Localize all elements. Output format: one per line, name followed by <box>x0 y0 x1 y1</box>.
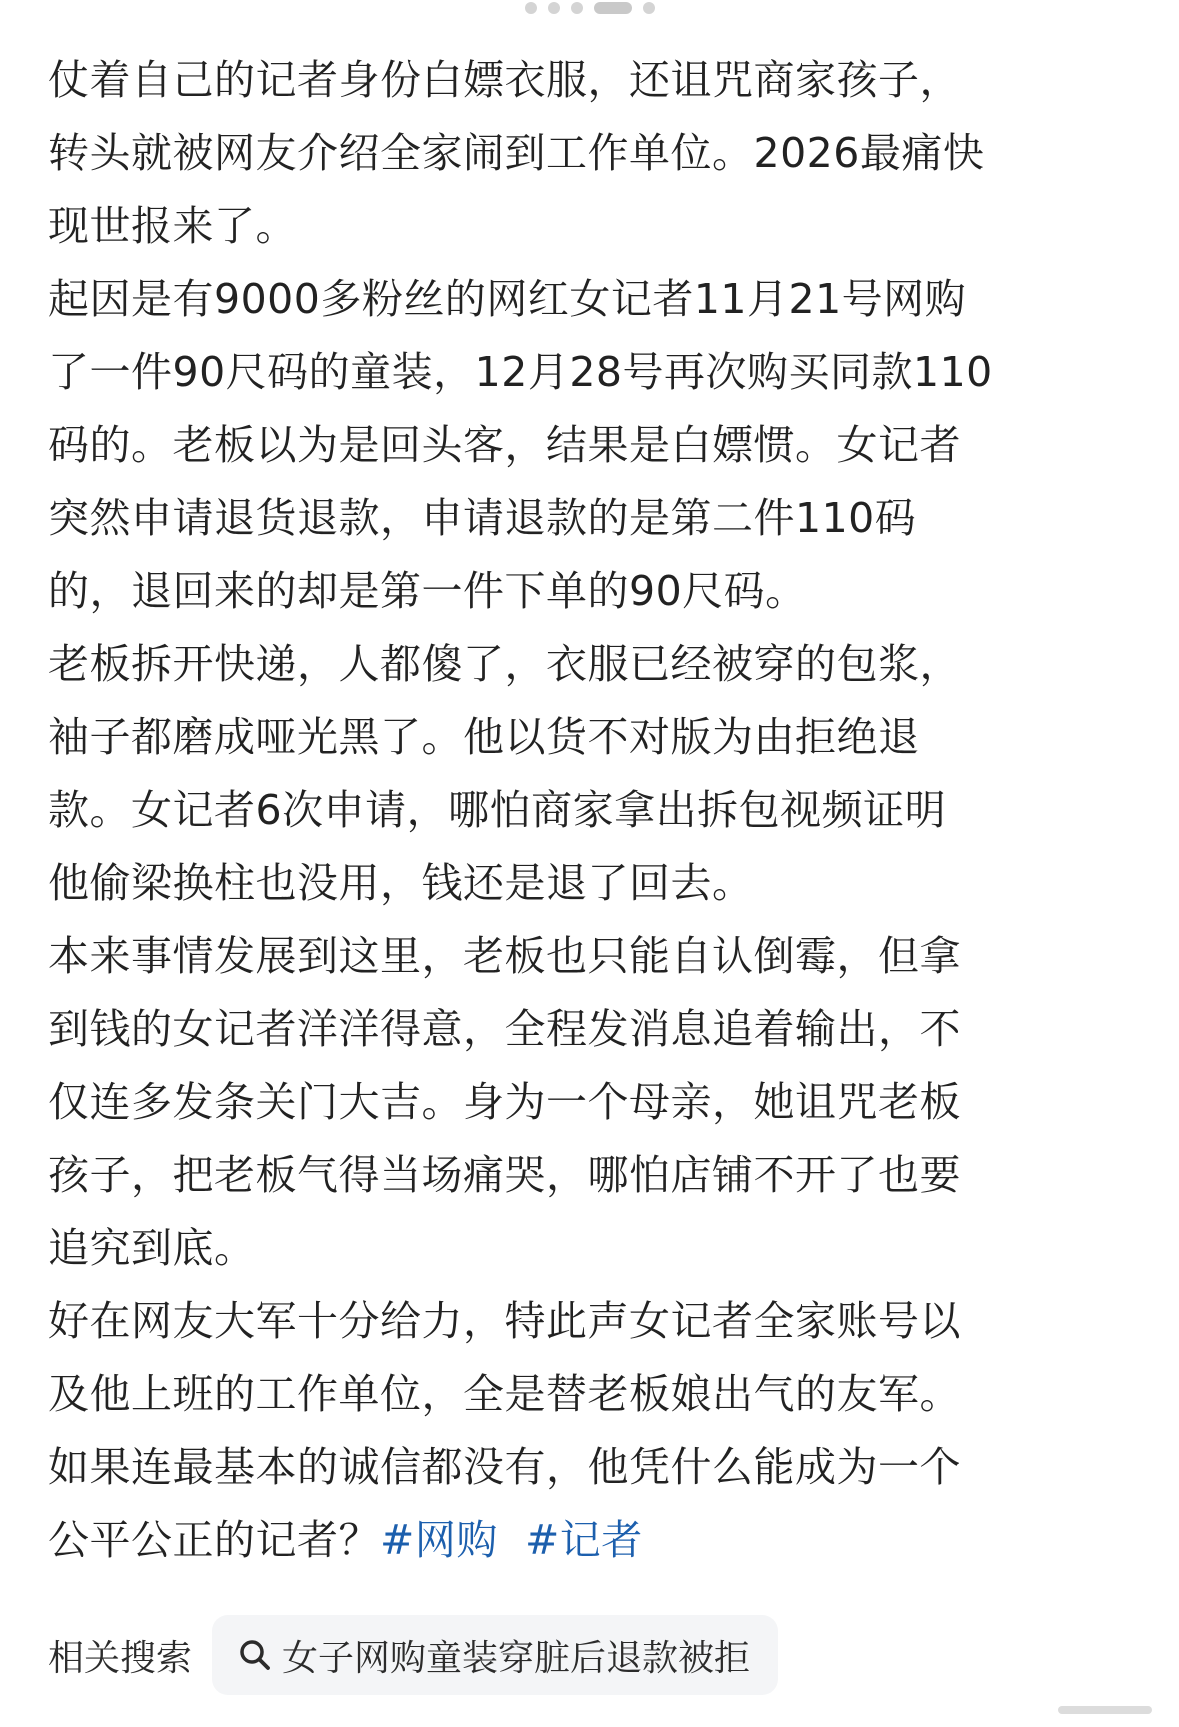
image-pager-dots <box>0 2 1179 14</box>
scroll-indicator <box>1058 1706 1152 1714</box>
hashtag-link[interactable]: #记者 <box>524 1516 643 1564</box>
search-icon <box>238 1638 272 1672</box>
related-search <box>48 1615 778 1695</box>
post-paragraph-5 <box>48 1285 1148 1577</box>
post-paragraph-1: 仗着自己的记者身份白嫖衣服，还诅咒商家孩子， 转头就被网友介绍全家闹到工作单位。2026最痛快 现世报来了。 <box>48 56 985 250</box>
post-paragraph-2: 起因是有9000多粉丝的网红女记者11月21号网购 了一件90尺码的童装，12月28号再次购买同款110 码的。老板以为是回头客，结果是白嫖惯。女记者 突然申请退货退款，申请退款的是第二件110码 的，退回来的却是第一件下单的90尺码。 <box>48 275 993 615</box>
post-paragraph-4: 本来事情发展到这里，老板也只能自认倒霉，但拿 到钱的女记者洋洋得意，全程发消息追着输出，不 仅连多发条关门大吉。身为一个母亲，她诅咒老板 孩子，把老板气得当场痛哭，哪怕店铺不开了也要 追究到底。 <box>48 932 961 1272</box>
hashtag-link[interactable]: #网购 <box>380 1516 498 1564</box>
pager-dot <box>548 2 560 14</box>
pager-dot-active <box>594 2 632 14</box>
related-search-chip[interactable] <box>212 1615 778 1695</box>
pager-dot <box>643 2 655 14</box>
pager-dot <box>525 2 537 14</box>
post-body <box>48 44 1148 1577</box>
related-search-label: 相关搜索 <box>48 1637 193 1679</box>
pager-dot <box>571 2 583 14</box>
post-paragraph-3: 老板拆开快递，人都傻了，衣服已经被穿的包浆， 袖子都磨成哑光黑了。他以货不对版为由拒绝退 款。女记者6次申请，哪怕商家拿出拆包视频证明 他偷梁换柱也没用，钱还是退了回去。 <box>48 640 961 907</box>
post-paragraph-5-text: 好在网友大军十分给力，特此声女记者全家账号以 及他上班的工作单位，全是替老板娘出气的友军。 如果连最基本的诚信都没有，他凭什么能成为一个 公平公正的记者？ <box>48 1297 961 1564</box>
related-search-query: 女子网购童装穿脏后退款被拒 <box>282 1637 751 1679</box>
